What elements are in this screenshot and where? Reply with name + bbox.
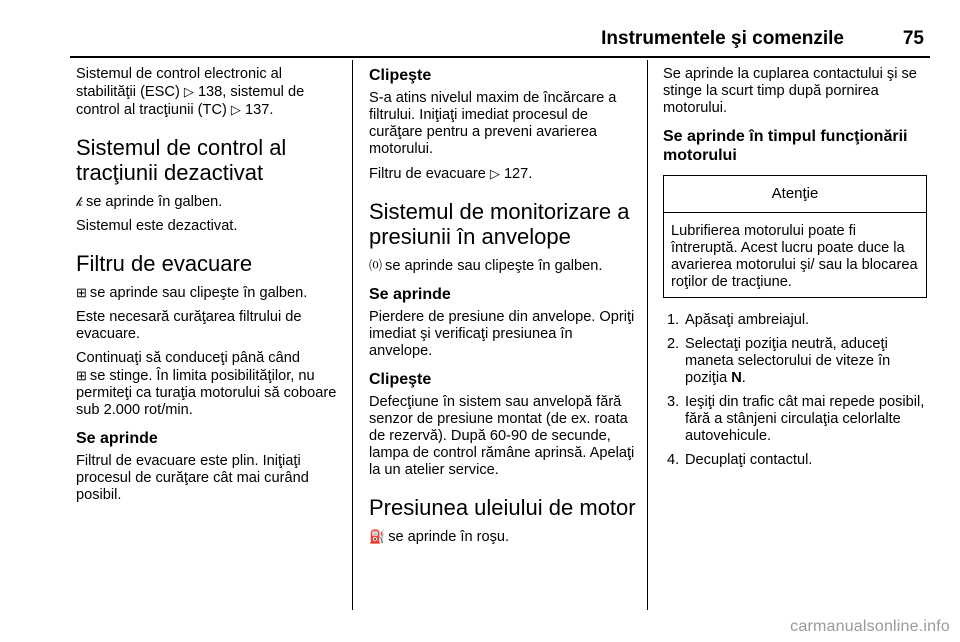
page-header [70,28,930,54]
tc-status-line: 𝓀 se aprinde în galben. [76,194,223,210]
tire-pressure-icon: ⒪ [369,258,383,273]
exhaust-filter-icon: ⊞ [76,285,87,300]
list-item: 1. Apăsaţi ambreiajul. [667,312,810,328]
filter-ref-line: Filtru de evacuare ▷ 127. [369,166,533,182]
oil-intro-text: Se aprinde la cuplarea contactului şi se stinge la scurt timp după pornirea motorului. [663,66,917,116]
section-heading-tpms: Sistemul de monitorizare a presiunii în anvelope [369,199,630,249]
filter-full-text: Filtrul de evacuare este plin. Iniţiaţi procesul de curăţare cât mai curând posibil. [76,453,309,503]
header-rule [70,56,930,58]
page-ref[interactable]: 138 [197,84,223,100]
subheading-lights-up: Se aprinde [76,430,158,447]
tpms-status-line: ⒪ se aprinde sau clipeşte în galben. [369,258,603,274]
warning-box [663,175,927,298]
column-divider-left [352,60,353,610]
section-heading-exhaust-filter: Filtru de evacuare [76,251,253,276]
page-number: 75 [902,28,924,49]
warning-title: Atenţie [664,176,926,213]
oil-can-icon: ⛽ [369,529,386,544]
page-ref[interactable]: 137 [244,102,270,118]
list-item: 4. Decuplaţi contactul. [667,452,813,468]
subheading-running: Se aprinde în timpul funcţionării motorului [663,128,908,164]
oil-status-line: ⛽ se aprinde în roşu. [369,529,510,545]
page-ref-arrow-icon: ▷ [230,102,241,117]
tc-status-desc: Sistemul este dezactivat. [76,218,238,234]
section-heading-tc-off: Sistemul de control al tracţiunii dezactivat [76,135,287,185]
column-3 [663,66,927,476]
subheading-lights-up: Se aprinde [369,286,451,303]
tpms-lights-text: Pierdere de presiune din anvelope. Opriţi imediat şi verificaţi presiunea în anvelope. [369,309,635,359]
tc-off-warning-icon: 𝓀 [76,194,83,209]
page-header-title: Instrumentele şi comenzile [601,28,844,49]
list-item: 2. Selectaţi poziţia neutră, aduceţi maneta selectorului de viteze în poziţia N. [667,336,891,386]
subheading-blinks: Clipeşte [369,371,432,388]
page-ref-arrow-icon: ▷ [489,166,500,181]
section-heading-oil-pressure: Presiunea uleiului de motor [369,495,636,520]
intro-paragraph: Sistemul de control electronic al stabilităţii (ESC) ▷ 138, sistemul de control al tracţiunii (TC) ▷ 137. [76,66,305,118]
page-ref[interactable]: 127 [503,166,529,182]
filter-status-line: ⊞ se aprinde sau clipeşte în galben. [76,285,308,301]
subheading-blinks: Clipeşte [369,67,432,84]
column-2 [369,66,637,553]
column-1 [76,66,346,511]
warning-text: Lubrifierea motorului poate fi întreruptă. Acest lucru poate duce la avarierea motorului şi/ sau la blocarea roţilor de tracţiune. [671,223,918,290]
list-item: 3. Ieşiţi din trafic cât mai repede posibil, fără a stânjeni circulaţia celorlalte autovehicule. [667,394,925,444]
exhaust-filter-icon: ⊞ [76,368,87,383]
tpms-blink-text: Defecţiune în sistem sau anvelopă fără senzor de presiune montat (de ex. roata de rezervă). După 60-90 de secunde, lampa de control rămâne aprinsă. Apelaţi la un atelier service. [369,394,635,478]
filter-desc: Este necesară curăţarea filtrului de evacuare. [76,309,302,342]
column-divider-right [647,60,648,610]
watermark: carmanualsonline.info [790,618,950,635]
page-ref-arrow-icon: ▷ [183,84,194,99]
steps-list [663,312,927,469]
filter-blink-text: S-a atins nivelul maxim de încărcare a filtrului. Iniţiaţi imediat procesul de curăţare pentru a preveni avarierea motorului. [369,90,617,157]
filter-instructions: Continuaţi să conduceţi până când ⊞ se stinge. În limita posibilităţilor, nu permiteţi ca turaţia motorului să coboare sub 2.000 rot/min. [76,350,337,418]
